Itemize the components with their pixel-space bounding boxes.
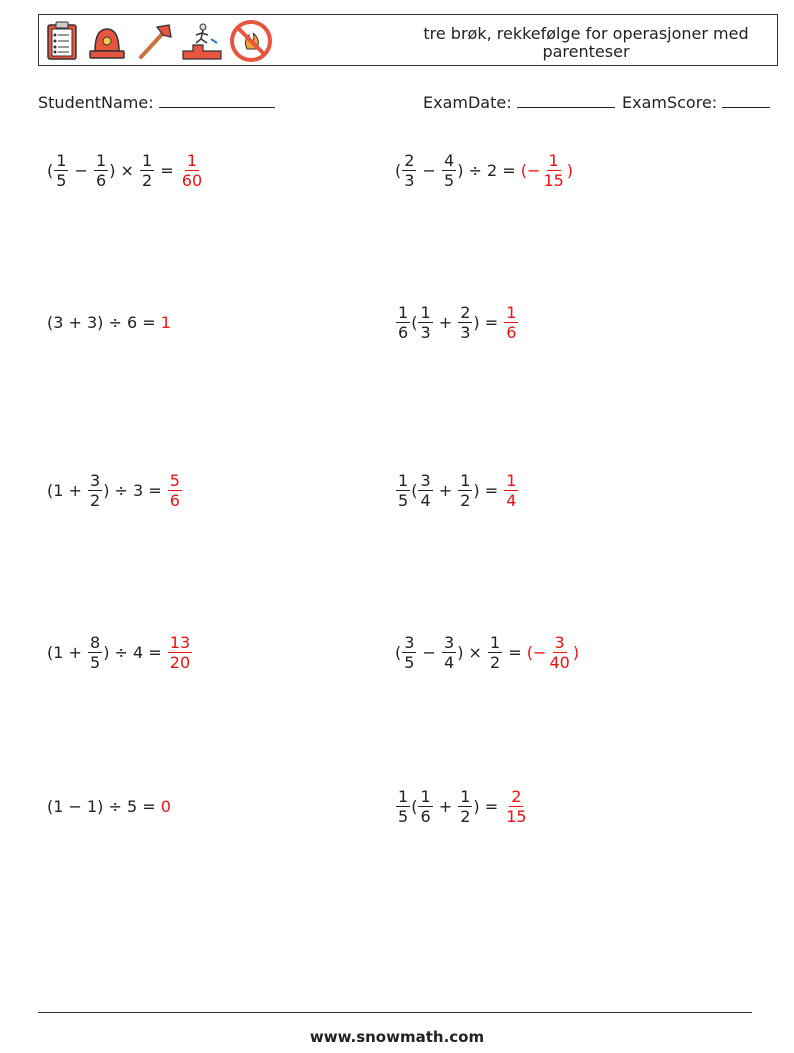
- numerator: 1: [142, 150, 153, 170]
- siren-icon: [85, 21, 129, 61]
- numerator: 1: [96, 150, 107, 170]
- fraction: [488, 633, 502, 672]
- answer: [167, 471, 183, 510]
- expression-text: (1 +: [47, 480, 87, 500]
- problem-5: [47, 470, 183, 510]
- expression-text: ) ÷ 2 =: [457, 160, 521, 180]
- fraction: [168, 633, 192, 672]
- numerator: 3: [404, 632, 415, 652]
- worksheet-header: [38, 14, 778, 66]
- denominator: 15: [543, 170, 564, 190]
- exam-date-field: [423, 93, 615, 112]
- expression-text: ) ÷ 4 =: [103, 642, 167, 662]
- expression-text: (: [411, 796, 418, 816]
- problem-4: [395, 302, 519, 342]
- numerator: 1: [398, 470, 409, 490]
- expression-text: −: [417, 642, 442, 662]
- expression-text: ): [572, 642, 580, 662]
- fraction: [402, 151, 416, 190]
- no-fire-icon: [229, 19, 273, 63]
- numerator: 3: [420, 470, 431, 490]
- answer: [503, 787, 529, 826]
- fraction: [396, 471, 410, 510]
- fraction: [396, 787, 410, 826]
- fraction: [140, 151, 154, 190]
- numerator: 2: [404, 150, 415, 170]
- answer: [161, 797, 171, 816]
- denominator: 15: [506, 806, 527, 826]
- numerator: 2: [460, 302, 471, 322]
- numerator: 1: [460, 786, 471, 806]
- denominator: 3: [460, 322, 471, 342]
- numerator: 5: [169, 470, 180, 490]
- fraction: [402, 633, 416, 672]
- numerator: 1: [398, 786, 409, 806]
- numerator: 1: [506, 470, 517, 490]
- denominator: 2: [90, 490, 101, 510]
- denominator: 6: [96, 170, 107, 190]
- numerator: 2: [511, 786, 522, 806]
- problem-6: [395, 470, 519, 510]
- expression-text: ) ×: [457, 642, 488, 662]
- fraction: [458, 471, 472, 510]
- expression-text: −: [417, 160, 442, 180]
- fraction: [94, 151, 108, 190]
- denominator: 6: [506, 322, 517, 342]
- expression-text: (1 − 1) ÷ 5 =: [47, 796, 161, 816]
- numerator: 1: [506, 302, 517, 322]
- exam-score-field: [622, 93, 770, 112]
- expression-text: −: [69, 160, 94, 180]
- fraction: [168, 471, 182, 510]
- expression-text: =: [155, 160, 179, 180]
- problem-8: [395, 632, 579, 672]
- expression-text: ) =: [473, 312, 504, 332]
- denominator: 60: [181, 170, 203, 190]
- fraction: [54, 151, 68, 190]
- expression-text: (−: [526, 642, 547, 662]
- exam-date-blank[interactable]: [517, 93, 615, 108]
- expression-text: ) ×: [109, 160, 140, 180]
- fraction: [442, 633, 456, 672]
- fraction: [458, 787, 472, 826]
- expression-text: +: [433, 312, 458, 332]
- expression-text: 0: [160, 796, 171, 816]
- numerator: 3: [90, 470, 101, 490]
- denominator: 2: [460, 490, 471, 510]
- numerator: 1: [490, 632, 501, 652]
- fraction: [180, 151, 204, 190]
- expression-text: (: [395, 160, 402, 180]
- expression-text: (: [47, 160, 54, 180]
- fraction: [88, 471, 102, 510]
- problem-1: [47, 150, 205, 190]
- answer: [521, 151, 573, 190]
- answer: [527, 633, 579, 672]
- expression-text: 1: [160, 312, 171, 332]
- expression-text: +: [433, 480, 458, 500]
- problem-10: [395, 786, 530, 826]
- fire-axe-icon: [135, 21, 175, 61]
- problem-9: [47, 786, 171, 826]
- fraction: [418, 471, 432, 510]
- denominator: 2: [460, 806, 471, 826]
- expression-text: =: [503, 642, 527, 662]
- denominator: 6: [420, 806, 431, 826]
- student-name-label: StudentName:: [38, 93, 154, 112]
- expression-text: (3 + 3) ÷ 6 =: [47, 312, 161, 332]
- denominator: 4: [506, 490, 517, 510]
- problem-2: [395, 150, 573, 190]
- expression-text: (: [411, 312, 418, 332]
- expression-text: ): [566, 160, 574, 180]
- fraction: [458, 303, 472, 342]
- denominator: 3: [420, 322, 431, 342]
- denominator: 5: [90, 652, 101, 672]
- denominator: 5: [398, 490, 409, 510]
- fraction: [88, 633, 102, 672]
- numerator: 1: [420, 302, 431, 322]
- numerator: 1: [398, 302, 409, 322]
- numerator: 3: [554, 632, 565, 652]
- exam-score-label: ExamScore:: [622, 93, 718, 112]
- denominator: 5: [398, 806, 409, 826]
- expression-text: (1 +: [47, 642, 87, 662]
- numerator: 4: [444, 150, 455, 170]
- worksheet-title: tre brøk, rekkefølge for operasjoner med parenteser: [423, 24, 749, 61]
- denominator: 6: [398, 322, 409, 342]
- student-name-blank[interactable]: [159, 93, 275, 108]
- answer: [503, 471, 519, 510]
- fraction: [418, 787, 432, 826]
- student-name-field: [38, 93, 275, 112]
- numerator: 8: [90, 632, 101, 652]
- numerator: 1: [548, 150, 559, 170]
- numerator: 1: [186, 150, 198, 170]
- denominator: 5: [404, 652, 415, 672]
- denominator: 5: [444, 170, 455, 190]
- numerator: 1: [56, 150, 67, 170]
- expression-text: (: [411, 480, 418, 500]
- expression-text: (−: [520, 160, 541, 180]
- fraction: [541, 151, 565, 190]
- problem-3: [47, 302, 171, 342]
- denominator: 3: [404, 170, 415, 190]
- numerator: 13: [169, 632, 191, 652]
- expression-text: ) ÷ 3 =: [103, 480, 167, 500]
- answer: [167, 633, 193, 672]
- numerator: 1: [460, 470, 471, 490]
- problem-7: [47, 632, 193, 672]
- denominator: 2: [142, 170, 153, 190]
- denominator: 4: [444, 652, 455, 672]
- fraction: [396, 303, 410, 342]
- fraction: [504, 787, 528, 826]
- denominator: 4: [420, 490, 431, 510]
- header-icons: [45, 19, 273, 63]
- fraction: [504, 471, 518, 510]
- expression-text: (: [395, 642, 402, 662]
- answer: [161, 313, 171, 332]
- fraction: [504, 303, 518, 342]
- expression-text: ) =: [473, 480, 504, 500]
- denominator: 40: [549, 652, 570, 672]
- denominator: 6: [169, 490, 180, 510]
- fraction: [442, 151, 456, 190]
- expression-text: +: [433, 796, 458, 816]
- numerator: 3: [444, 632, 455, 652]
- fraction: [547, 633, 571, 672]
- answer: [503, 303, 519, 342]
- answer: [179, 151, 205, 190]
- fire-exit-stairs-icon: [181, 21, 223, 61]
- exam-score-blank[interactable]: [722, 93, 770, 108]
- expression-text: ) =: [473, 796, 504, 816]
- denominator: 2: [490, 652, 501, 672]
- denominator: 20: [169, 652, 191, 672]
- footer-site: www.snowmath.com: [309, 1028, 485, 1046]
- numerator: 1: [420, 786, 431, 806]
- denominator: 5: [56, 170, 67, 190]
- footer-divider: [38, 1012, 752, 1013]
- clipboard-checklist-icon: [45, 21, 79, 61]
- fraction: [418, 303, 432, 342]
- exam-date-label: ExamDate:: [423, 93, 512, 112]
